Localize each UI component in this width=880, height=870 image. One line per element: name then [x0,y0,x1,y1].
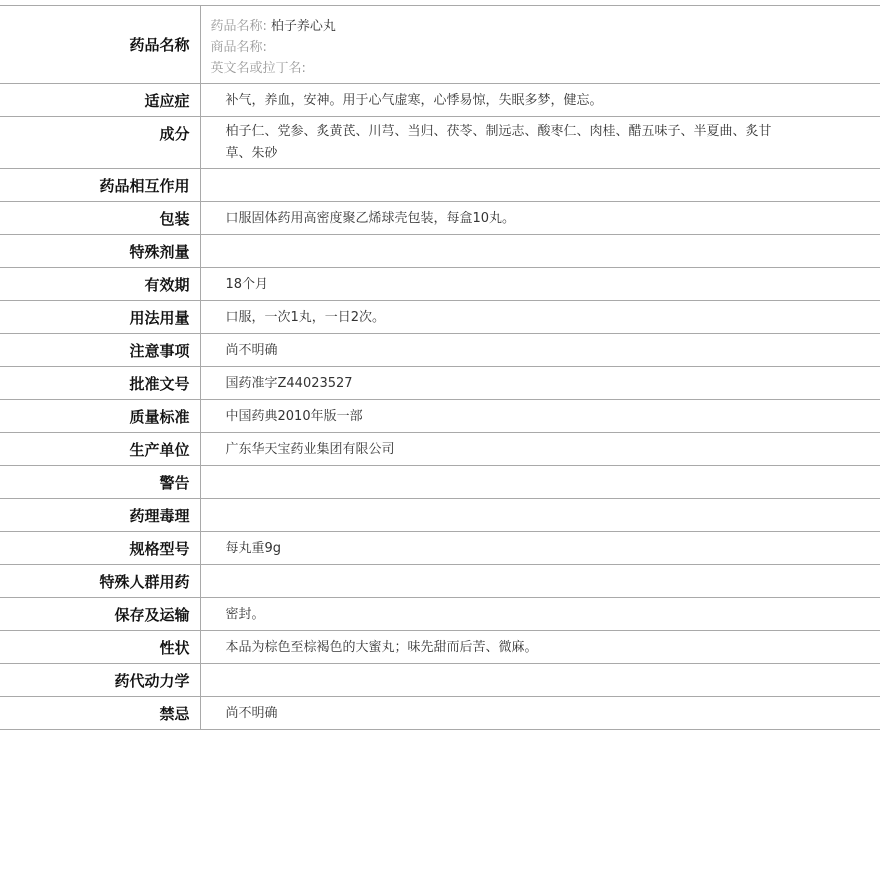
label-interactions: 药品相互作用 [0,169,200,202]
label-indications: 适应症 [0,84,200,117]
row-drug-name [0,6,880,84]
row-contraindications [0,697,880,730]
trade-name-key: 商品名称: [210,40,267,55]
value-pharmacokinetics [200,664,880,697]
drug-info-table [0,5,880,730]
label-precautions: 注意事项 [0,334,200,367]
label-drug-name: 药品名称 [0,6,200,84]
row-appearance [0,631,880,664]
value-special-population [200,565,880,598]
row-packaging [0,202,880,235]
label-contraindications: 禁忌 [0,697,200,730]
row-interactions [0,169,880,202]
label-warning: 警告 [0,466,200,499]
value-standard: 中国药典2010年版一部 [200,400,880,433]
value-special-dosage [200,235,880,268]
row-validity [0,268,880,301]
label-special-population: 特殊人群用药 [0,565,200,598]
row-standard [0,400,880,433]
value-storage: 密封。 [200,598,880,631]
label-storage: 保存及运输 [0,598,200,631]
label-packaging: 包装 [0,202,200,235]
english-name-line [211,58,873,79]
generic-name-key: 药品名称: [210,19,267,34]
english-name-key: 英文名或拉丁名: [210,61,306,76]
label-approval: 批准文号 [0,367,200,400]
label-validity: 有效期 [0,268,200,301]
trade-name-line [211,37,873,58]
row-warning [0,466,880,499]
generic-name-line [211,16,873,37]
label-special-dosage: 特殊剂量 [0,235,200,268]
label-pharmacokinetics: 药代动力学 [0,664,200,697]
value-packaging: 口服固体药用高密度聚乙烯球壳包装，每盒10丸。 [200,202,880,235]
generic-name-value: 柏子养心丸 [270,19,336,34]
value-indications: 补气，养血，安神。用于心气虚寒，心悸易惊，失眠多梦，健忘。 [200,84,880,117]
label-specification: 规格型号 [0,532,200,565]
value-interactions [200,169,880,202]
value-approval: 国药准字Z44023527 [200,367,880,400]
row-manufacturer [0,433,880,466]
value-drug-names [200,6,880,84]
row-storage [0,598,880,631]
value-appearance: 本品为棕色至棕褐色的大蜜丸；味先甜而后苦、微麻。 [200,631,880,664]
value-manufacturer: 广东华天宝药业集团有限公司 [200,433,880,466]
value-ingredients [200,117,880,169]
label-usage: 用法用量 [0,301,200,334]
row-precautions [0,334,880,367]
label-appearance: 性状 [0,631,200,664]
value-specification: 每丸重9g [200,532,880,565]
value-contraindications: 尚不明确 [200,697,880,730]
value-precautions: 尚不明确 [200,334,880,367]
row-toxicology [0,499,880,532]
label-toxicology: 药理毒理 [0,499,200,532]
row-specification [0,532,880,565]
row-indications [0,84,880,117]
label-manufacturer: 生产单位 [0,433,200,466]
label-standard: 质量标准 [0,400,200,433]
row-usage [0,301,880,334]
value-warning [200,466,880,499]
value-validity: 18个月 [200,268,880,301]
row-pharmacokinetics [0,664,880,697]
row-special-population [0,565,880,598]
ingredients-text: 柏子仁、党参、炙黄芪、川芎、当归、茯苓、制远志、酸枣仁、肉桂、醋五味子、半夏曲、炙甘草、朱砂 [225,124,772,161]
row-special-dosage [0,235,880,268]
value-toxicology [200,499,880,532]
value-usage: 口服，一次1丸，一日2次。 [200,301,880,334]
row-ingredients [0,117,880,169]
row-approval [0,367,880,400]
label-ingredients: 成分 [0,117,200,169]
